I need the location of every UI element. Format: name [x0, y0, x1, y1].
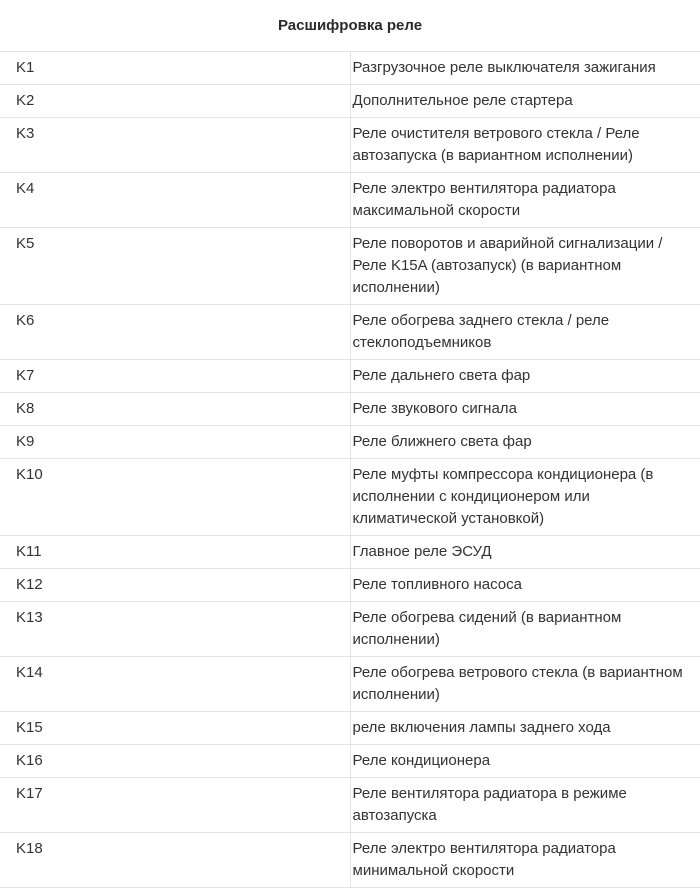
relay-description: Реле муфты компрессора кондиционера (в исполнении с кондиционером или климатической установкой)	[350, 459, 700, 536]
relay-code: K13	[0, 602, 350, 657]
table-row	[0, 745, 700, 778]
relay-code: K3	[0, 118, 350, 173]
table-row	[0, 173, 700, 228]
relay-code: K15	[0, 712, 350, 745]
relay-code: K7	[0, 360, 350, 393]
table-row	[0, 569, 700, 602]
relay-description: Реле кондиционера	[350, 745, 700, 778]
relay-description: Реле электро вентилятора радиатора максимальной скорости	[350, 173, 700, 228]
relay-description: Реле ближнего света фар	[350, 426, 700, 459]
table-row	[0, 228, 700, 305]
relay-description: Реле вентилятора радиатора в режиме автозапуска	[350, 778, 700, 833]
relay-description: Реле поворотов и аварийной сигнализации / Реле K15A (автозапуск) (в вариантном исполнении)	[350, 228, 700, 305]
relay-code: K17	[0, 778, 350, 833]
table-row	[0, 657, 700, 712]
relay-code: K6	[0, 305, 350, 360]
relay-description: Реле обогрева ветрового стекла (в вариантном исполнении)	[350, 657, 700, 712]
table-row	[0, 52, 700, 85]
relay-code: K5	[0, 228, 350, 305]
relay-description: реле включения лампы заднего хода	[350, 712, 700, 745]
table-row	[0, 712, 700, 745]
table-row	[0, 459, 700, 536]
table-row	[0, 536, 700, 569]
table-row	[0, 118, 700, 173]
relay-description: Дополнительное реле стартера	[350, 85, 700, 118]
relay-code: K4	[0, 173, 350, 228]
relay-description: Главное реле ЭСУД	[350, 536, 700, 569]
relay-description: Реле топливного насоса	[350, 569, 700, 602]
table-row	[0, 778, 700, 833]
relay-description: Реле звукового сигнала	[350, 393, 700, 426]
table-row	[0, 305, 700, 360]
relay-description: Реле дальнего света фар	[350, 360, 700, 393]
table-row	[0, 393, 700, 426]
relay-description: Реле очистителя ветрового стекла / Реле автозапуска (в вариантном исполнении)	[350, 118, 700, 173]
table-row	[0, 85, 700, 118]
relay-code: K11	[0, 536, 350, 569]
relay-code: K14	[0, 657, 350, 712]
relay-code: K18	[0, 833, 350, 888]
relay-description: Реле обогрева сидений (в вариантном исполнении)	[350, 602, 700, 657]
relay-code: K12	[0, 569, 350, 602]
relay-code: K10	[0, 459, 350, 536]
table-row	[0, 833, 700, 888]
relay-description: Реле обогрева заднего стекла / реле стеклоподъемников	[350, 305, 700, 360]
table-row	[0, 360, 700, 393]
table-title: Расшифровка реле	[0, 0, 700, 52]
relay-code: K2	[0, 85, 350, 118]
relay-code: K8	[0, 393, 350, 426]
table-row	[0, 602, 700, 657]
relay-description: Реле электро вентилятора радиатора минимальной скорости	[350, 833, 700, 888]
relay-code: K1	[0, 52, 350, 85]
relay-description: Разгрузочное реле выключателя зажигания	[350, 52, 700, 85]
table-header-row	[0, 0, 700, 52]
table-row	[0, 426, 700, 459]
relay-code: K16	[0, 745, 350, 778]
relay-code: K9	[0, 426, 350, 459]
